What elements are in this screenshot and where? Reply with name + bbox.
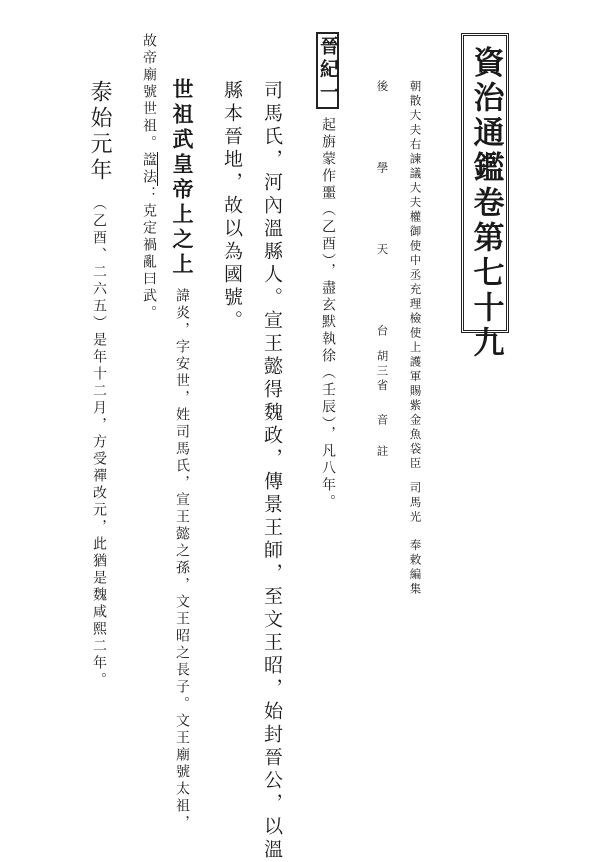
annotator-name: 胡三省 [375, 350, 390, 394]
author-role: 奉敕編集 [408, 539, 423, 597]
jin-label: 晉紀一 [316, 32, 339, 109]
shifa-term: 諡法 [141, 152, 157, 186]
year-note: （乙酉、二六五）是年十二月，方受禪改元，此猶是魏咸熙二年。 [91, 196, 107, 689]
volume-title: 資治通鑑卷第七十九 [467, 46, 504, 361]
jin-chronicle-line [316, 32, 339, 511]
emperor-line [172, 78, 193, 832]
volume-title-box [461, 33, 509, 361]
jin-note: 起旃蒙作噩（乙酉），盡玄默執徐（壬辰），凡八年。 [320, 117, 336, 511]
para1-line2: 縣本晉地，故以為國號。 [221, 80, 243, 333]
author-titles: 朝散大夫右諫議大夫權御使中丞充理檢使上護軍賜紫金魚袋臣 [408, 80, 423, 472]
author-line-1 [409, 80, 421, 597]
author-line-2: 後學天台胡三省音註 [375, 80, 390, 457]
para1-line1: 司馬氏，河內溫縣人。宣王懿得魏政，傳景王師，至文王昭，始封晉公，以溫 [261, 80, 283, 862]
emperor-title: 世祖武皇帝上之上 [170, 78, 195, 278]
year-line [88, 80, 110, 689]
author-name: 司馬光 [408, 481, 423, 525]
year-title: 泰始元年 [87, 80, 112, 184]
emperor-note-line2: 故帝廟號世祖。諡法：克定禍亂曰武。 [141, 33, 157, 322]
emperor-note: 諱炎，字安世，姓司馬氏，宣王懿之孫，文王昭之長子。文王廟號太祖， [174, 288, 190, 832]
